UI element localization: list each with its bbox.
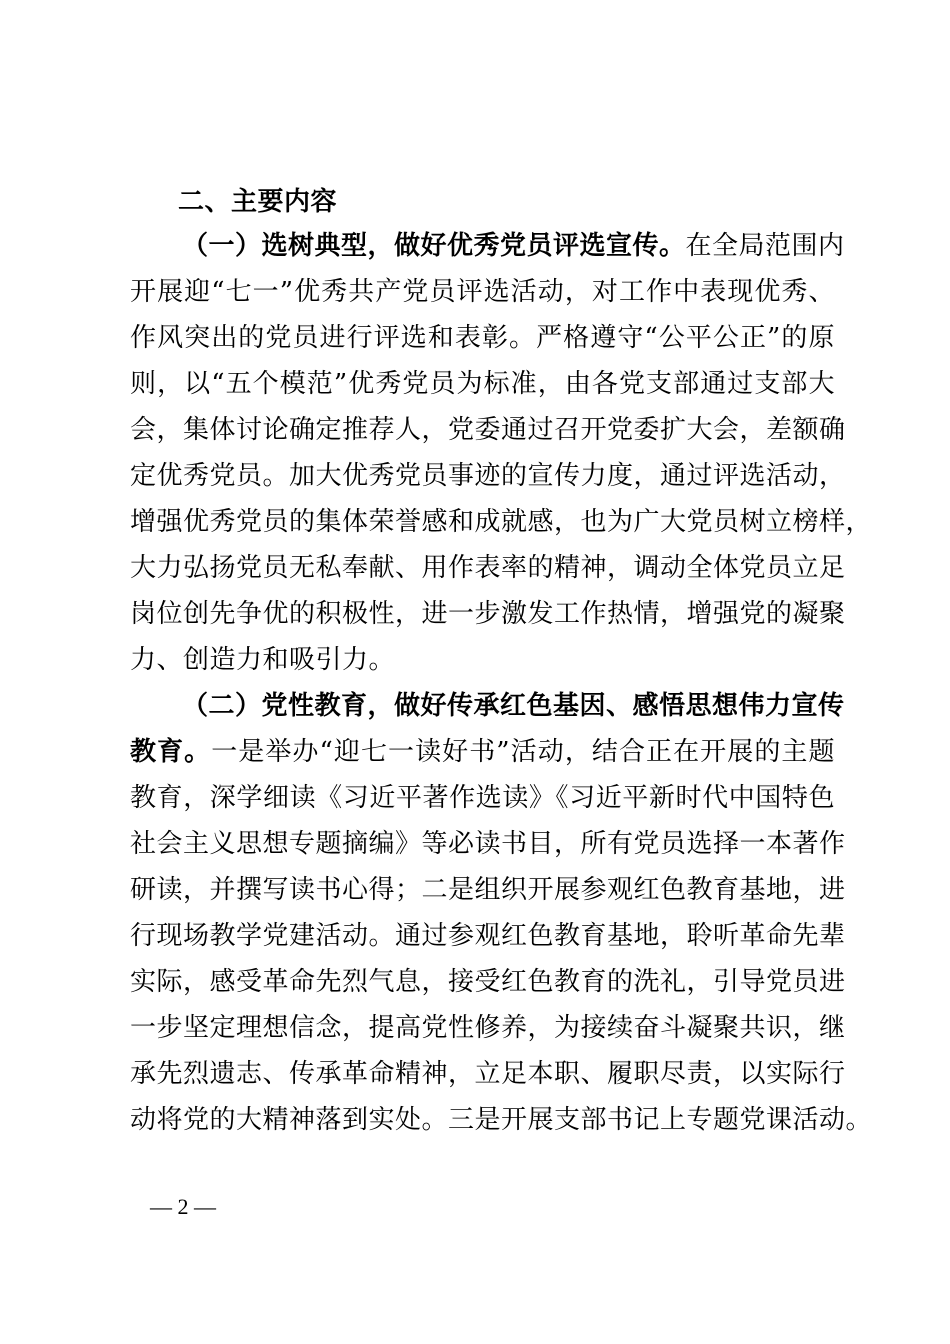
paragraph-line: 一步坚定理想信念，提高党性修养，为接续奋斗凝聚共识，继 [130,1013,846,1043]
paragraph-line [130,732,835,772]
paragraph-line [182,226,845,266]
paragraph-text: 在全局范围内 [685,231,845,261]
paragraph-line: 增强优秀党员的集体荣誉感和成就感，也为广大党员树立榜样， [130,507,873,537]
paragraph-text: 一是举办“迎七一读好书”活动，结合正在开展的主题 [211,737,835,767]
paragraph-title: （二）党性教育，做好传承红色基因、感悟思想伟力宣传 [182,691,845,721]
paragraph-line: 承先烈遗志、传承革命精神，立足本职、履职尽责，以实际行 [130,1059,846,1089]
paragraph-line: 大力弘扬党员无私奉献、用作表率的精神，调动全体党员立足 [130,553,846,583]
paragraph-title: （一）选树典型，做好优秀党员评选宣传。 [182,231,686,261]
paragraph-line: 作风突出的党员进行评选和表彰。严格遵守“公平公正”的原 [130,323,835,353]
paragraph-line: 会，集体讨论确定推荐人，党委通过召开党委扩大会，差额确 [130,415,846,445]
paragraph-line: 动将党的大精神落到实处。三是开展支部书记上专题党课活动。 [130,1105,873,1135]
paragraph-line: 则，以“五个模范”优秀党员为标准，由各党支部通过支部大 [130,369,835,399]
paragraph-line: 岗位创先争优的积极性，进一步激发工作热情，增强党的凝聚 [130,599,846,629]
section-heading: 二、主要内容 [178,187,338,217]
paragraph-line: 社会主义思想专题摘编》等必读书目，所有党员选择一本著作 [130,829,846,859]
paragraph-line: 行现场教学党建活动。通过参观红色教育基地，聆听革命先辈 [130,921,846,951]
paragraph-line: 实际，感受革命先烈气息，接受红色教育的洗礼，引导党员进 [130,967,846,997]
paragraph-line: 研读，并撰写读书心得；二是组织开展参观红色教育基地，进 [130,875,846,905]
paragraph-line: 教育，深学细读《习近平著作选读》《习近平新时代中国特色 [130,783,835,813]
paragraph-line: 力、创造力和吸引力。 [130,645,396,675]
paragraph-line: 定优秀党员。加大优秀党员事迹的宣传力度，通过评选活动， [130,461,846,491]
page-number: — 2 — [150,1194,216,1219]
paragraph-line: 开展迎“七一”优秀共产党员评选活动，对工作中表现优秀、 [130,277,835,307]
paragraph-title-end: 教育。 [130,737,212,767]
